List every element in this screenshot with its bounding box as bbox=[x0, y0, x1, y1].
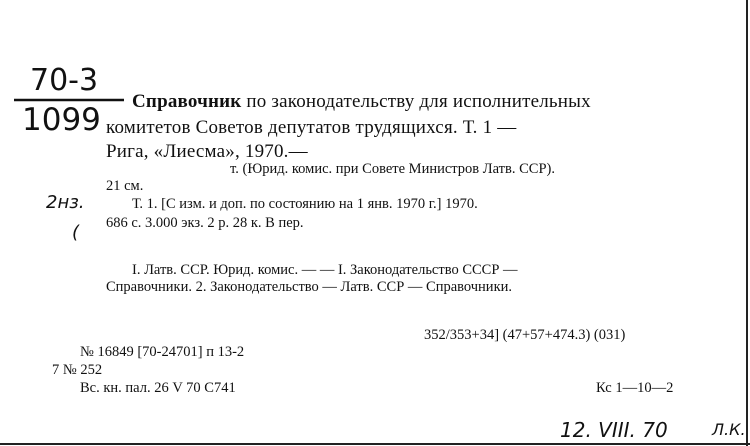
catalog-code: Кс 1—10—2 bbox=[596, 380, 674, 396]
classification-index: 352/353+34] (47+57+474.3) (031) bbox=[424, 327, 626, 343]
pages-price-line: 686 с. 3.000 экз. 2 р. 28 к. В пер. bbox=[106, 215, 304, 231]
title-rest: по законодательству для исполнительных bbox=[241, 91, 591, 112]
tracing-line-1: I. Латв. ССР. Юрид. комис. — — I. Законодательство СССР — bbox=[132, 262, 518, 278]
card-edge-bottom bbox=[0, 443, 750, 445]
volume-note-line: Т. 1. [С изм. и доп. по состоянию на 1 янв. 1970 г.] 1970. bbox=[132, 196, 478, 212]
book-chamber-line: Вс. кн. пал. 26 V 70 С741 bbox=[80, 380, 236, 396]
tracing-line-2: Справочники. 2. Законодательство — Латв. ССР — Справочники. bbox=[106, 279, 512, 295]
handwritten-initials: Л.К. bbox=[712, 420, 746, 439]
card-number-line: 7 № 252 bbox=[52, 362, 103, 378]
shelf-mark-top: 70-3 bbox=[30, 66, 99, 98]
card-edge-right bbox=[746, 0, 748, 446]
title-line-2: комитетов Советов депутатов трудящихся. Т. 1 — bbox=[106, 117, 517, 138]
title-bold: Справочник bbox=[132, 91, 242, 112]
margin-handwritten-paren: ( bbox=[72, 222, 80, 243]
imprint-line: Рига, «Лиесма», 1970.— bbox=[106, 141, 308, 162]
order-number-line: № 16849 [70-24701] п 13-2 bbox=[80, 344, 245, 360]
handwritten-date: 12. VIII. 70 bbox=[560, 418, 668, 442]
title-line bbox=[132, 91, 591, 113]
size-line: 21 см. bbox=[106, 178, 144, 194]
shelf-mark-bottom: 1099 bbox=[22, 102, 101, 136]
margin-handwritten-mark: 2нз. bbox=[46, 192, 85, 213]
corporate-author-line: т. (Юрид. комис. при Совете Министров Латв. ССР). bbox=[230, 161, 555, 177]
